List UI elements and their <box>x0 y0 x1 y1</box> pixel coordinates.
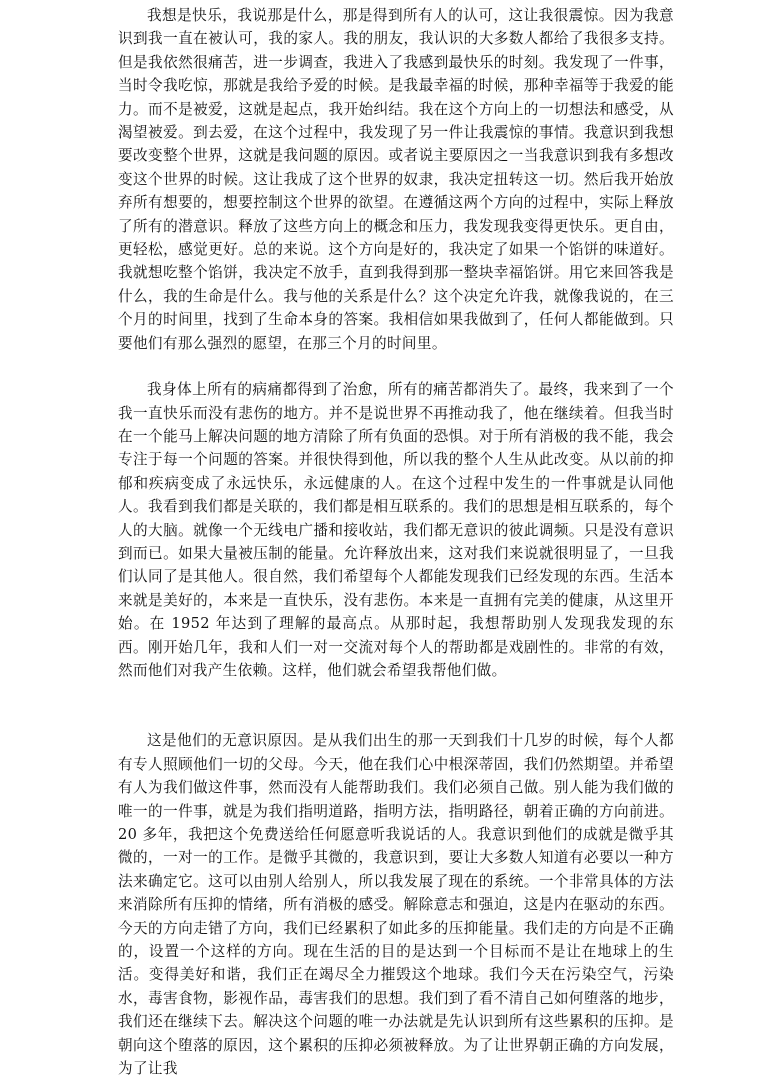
paragraph-3: 这是他们的无意识原因。是从我们出生的那一天到我们十几岁的时候，每个人都有专人照顾他们一切的父母。今天，他在我们心中根深蒂固，我们仍然期望。并希望有人为我们做这件事，然而没有人能帮助我们。我们必须自己做。别人能为我们做的唯一的一件事，就是为我们指明道路，指明方法，指明路径，朝着正确的方向前进。20 多年，我把这个免费送给任何愿意听我说话的人。我意识到他们的成就是微乎其微的，一对一的工作。是微乎其微的，我意识到，要让大多数人知道有必要以一种方法来确定它。这可以由别人给别人，所以我发展了现在的系统。一个非常具体的方法来消除所有压抑的情绪，所有消极的感受。解除意志和强迫，这是内在驱动的东西。今天的方向走错了方向，我们已经累积了如此多的压抑能量。我们走的方向是不正确的，设置一个这样的方向。现在生活的目的是达到一个目标而不是让在地球上的生活。变得美好和谐，我们正在竭尽全力摧毁这个地球。我们今天在污染空气，污染水，毒害食物，影视作品，毒害我们的思想。我们到了看不清自己如何堕落的地步，我们还在继续下去。解决这个问题的唯一办法就是先认识到所有这些累积的压抑。是朝向这个堕落的原因，这个累积的压抑必须被释放。为了让世界朝正确的方向发展，为了让我 <box>118 732 674 1078</box>
paragraph-spacer <box>118 355 674 378</box>
document-page <box>118 4 674 1080</box>
paragraph-spacer <box>118 682 674 729</box>
paragraph-1: 我想是快乐，我说那是什么，那是得到所有人的认可，这让我很震惊。因为我意识到我一直在被认可，我的家人。我的朋友，我认识的大多数人都给了我很多支持。但是我依然很痛苦，进一步调查，我进入了我感到最快乐的时刻。我发现了一件事，当时令我吃惊，那就是我给予爱的时候。是我最幸福的时候，那种幸福等于我爱的能力。而不是被爱，这就是起点，我开始纠结。我在这个方向上的一切想法和感受，从渴望被爱。到去爱，在这个过程中，我发现了另一件让我震惊的事情。我意识到我想要改变整个世界，这就是我问题的原因。或者说主要原因之一当我意识到我有多想改变这个世界的时候。这让我成了这个世界的奴隶，我决定扭转这一切。然后我开始放弃所有想要的，想要控制这个世界的欲望。在遵循这两个方向的过程中，实际上释放了所有的潜意识。释放了这些方向上的概念和压力，我发现我变得更快乐。更自由，更轻松，感觉更好。总的来说。这个方向是好的，我决定了如果一个馅饼的味道好。我就想吃整个馅饼，我决定不放手，直到我得到那一整块幸福馅饼。用它来回答我是什么，我的生命是什么。我与他的关系是什么？这个决定允许我，就像我说的，在三个月的时间里，找到了生命本身的答案。我相信如果我做到了，任何人都能做到。只要他们有那么强烈的愿望，在那三个月的时间里。 <box>118 7 674 352</box>
paragraph-2: 我身体上所有的病痛都得到了治愈，所有的痛苦都消失了。最终，我来到了一个我一直快乐而没有悲伤的地方。并不是说世界不再推动我了，他在继续着。但我当时在一个能马上解决问题的地方清除了所有负面的恐惧。对于所有消极的我不能，我会专注于每一个问题的答案。并很快得到他，所以我的整个人生从此改变。从以前的抑郁和疾病变成了永远快乐，永远健康的人。在这个过程中发生的一件事就是认同他人。我看到我们都是关联的，我们都是相互联系的。我们的思想是相互联系的，每个人的大脑。就像一个无线电广播和接收站，我们都无意识的彼此调频。只是没有意识到而已。如果大量被压制的能量。允许释放出来，这对我们来说就很明显了，一旦我们认同了是其他人。很自然，我们希望每个人都能发现我们已经发现的东西。生活本来就是美好的，本来是一直快乐，没有悲伤。本来是一直拥有完美的健康，从这里开始。在 1952 年达到了理解的最高点。从那时起，我想帮助别人发现我发现的东西。刚开始几年，我和人们一对一交流对每个人的帮助都是戏剧性的。非常的有效，然而他们对我产生依赖。这样，他们就会希望我帮他们做。 <box>118 381 674 679</box>
